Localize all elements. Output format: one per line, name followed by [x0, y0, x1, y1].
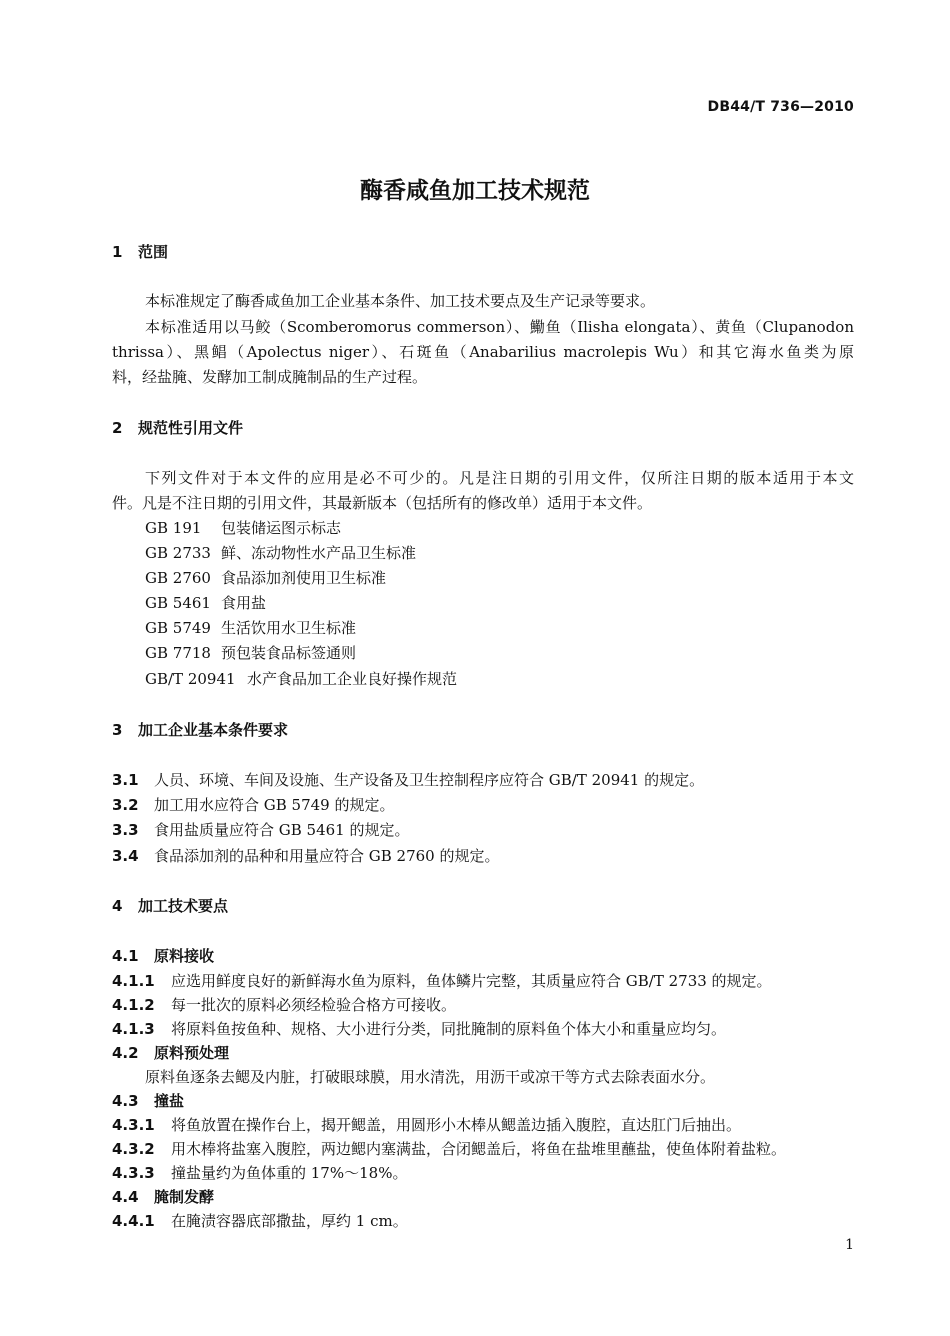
reference-item [145, 642, 356, 663]
normative-paragraph-line-1: 下列文件对于本文件的应用是必不可少的。凡是注日期的引用文件，仅所注日期的版本适用于本文 [145, 469, 854, 487]
section-number: 4 [112, 897, 123, 915]
clause-number: 3.4 [112, 847, 139, 865]
subsection-title: 原料预处理 [154, 1044, 230, 1062]
clause-text: 将原料鱼按鱼种、规格、大小进行分类，同批腌制的原料鱼个体大小和重量应均匀。 [171, 1020, 727, 1038]
clause-number: 3.3 [112, 821, 139, 839]
scope-paragraph-2-line-3: 料，经盐腌、发酵加工制成腌制品的生产过程。 [112, 368, 428, 386]
clause-4-3-1 [112, 1114, 741, 1135]
reference-code: GB 2733 [145, 544, 211, 562]
clause-number: 4.2 [112, 1044, 139, 1062]
clause-number: 4.1.3 [112, 1020, 155, 1038]
clause-number: 4.3 [112, 1092, 139, 1110]
clause-4-4-1 [112, 1210, 408, 1231]
section-number: 2 [112, 419, 123, 437]
scope-paragraph-2-line-1: 本标准适用以马鲛（Scomberomorus commerson）、鰳鱼（Ilisha elongata）、黄鱼（Clupanodon [145, 318, 854, 336]
subsection-4-3-heading [112, 1090, 184, 1111]
reference-item [145, 592, 266, 613]
reference-item [145, 567, 386, 588]
clause-text: 食用盐质量应符合 GB 5461 的规定。 [154, 821, 410, 839]
clause-text: 应选用鲜度良好的新鲜海水鱼为原料，鱼体鳞片完整，其质量应符合 GB/T 2733 的规定。 [171, 972, 772, 990]
reference-item [145, 542, 416, 563]
clause-4-1-3 [112, 1018, 726, 1039]
section-1-heading [112, 241, 168, 262]
clause-3-4 [112, 845, 500, 866]
subsection-title: 原料接收 [154, 947, 215, 965]
section-3-heading [112, 719, 288, 740]
subsection-title: 腌制发酵 [154, 1188, 215, 1206]
clause-3-1 [112, 769, 704, 790]
clause-number: 4.1.1 [112, 972, 155, 990]
clause-number: 4.3.3 [112, 1164, 155, 1182]
clause-4-1-2 [112, 994, 456, 1015]
subsection-4-4-heading [112, 1186, 214, 1207]
clause-4-1-1 [112, 970, 772, 991]
clause-text: 人员、环境、车间及设施、生产设备及卫生控制程序应符合 GB/T 20941 的规定。 [154, 771, 705, 789]
clause-number: 4.3.1 [112, 1116, 155, 1134]
standard-code: DB44/T 736—2010 [707, 99, 854, 115]
subsection-4-1-heading [112, 945, 214, 966]
reference-code: GB 5749 [145, 619, 211, 637]
clause-number: 4.1 [112, 947, 139, 965]
reference-title: 食用盐 [221, 594, 267, 612]
clause-number: 4.1.2 [112, 996, 155, 1014]
subsection-4-2-heading [112, 1042, 229, 1063]
clause-text: 撞盐量约为鱼体重的 17%～18%。 [171, 1164, 408, 1182]
section-4-heading [112, 895, 228, 916]
clause-text: 每一批次的原料必须经检验合格方可接收。 [171, 996, 457, 1014]
clause-text: 用木棒将盐塞入腹腔，两边鳃内塞满盐，合闭鳃盖后，将鱼在盐堆里蘸盐，使鱼体附着盐粒。 [171, 1140, 787, 1158]
clause-text: 在腌渍容器底部撒盐，厚约 1 cm。 [171, 1212, 408, 1230]
scope-paragraph-1: 本标准规定了酶香咸鱼加工企业基本条件、加工技术要点及生产记录等要求。 [145, 292, 656, 310]
section-number: 1 [112, 243, 123, 261]
reference-item [145, 517, 341, 538]
clause-4-3-3 [112, 1162, 407, 1183]
document-title: 酶香咸鱼加工技术规范 [360, 178, 590, 204]
clause-text: 食品添加剂的品种和用量应符合 GB 2760 的规定。 [154, 847, 500, 865]
reference-code: GB 5461 [145, 594, 211, 612]
clause-4-3-2 [112, 1138, 786, 1159]
reference-item [145, 617, 356, 638]
page-number: 1 [845, 1237, 854, 1253]
reference-title: 鲜、冻动物性水产品卫生标准 [221, 544, 417, 562]
reference-title: 包装储运图示标志 [221, 519, 342, 537]
reference-code: GB/T 20941 [145, 670, 236, 688]
pretreatment-paragraph: 原料鱼逐条去鳃及内脏，打破眼球膜，用水清洗，用沥干或凉干等方式去除表面水分。 [145, 1068, 716, 1086]
reference-code: GB 7718 [145, 644, 211, 662]
section-2-heading [112, 417, 243, 438]
normative-paragraph-line-2: 件。凡是不注日期的引用文件，其最新版本（包括所有的修改单）适用于本文件。 [112, 494, 653, 512]
section-title: 加工技术要点 [138, 897, 229, 915]
clause-number: 4.4 [112, 1188, 139, 1206]
section-title: 范围 [138, 243, 169, 261]
section-title: 加工企业基本条件要求 [138, 721, 289, 739]
section-number: 3 [112, 721, 123, 739]
reference-code: GB 2760 [145, 569, 211, 587]
reference-item [145, 668, 457, 689]
reference-title: 食品添加剂使用卫生标准 [221, 569, 387, 587]
reference-title: 生活饮用水卫生标准 [221, 619, 357, 637]
section-title: 规范性引用文件 [138, 419, 244, 437]
clause-3-3 [112, 819, 410, 840]
clause-number: 3.1 [112, 771, 139, 789]
clause-text: 将鱼放置在操作台上，揭开鳃盖，用圆形小木棒从鳃盖边插入腹腔，直达肛门后抽出。 [171, 1116, 742, 1134]
reference-title: 预包装食品标签通则 [221, 644, 357, 662]
clause-3-2 [112, 794, 395, 815]
clause-number: 4.3.2 [112, 1140, 155, 1158]
clause-number: 3.2 [112, 796, 139, 814]
clause-number: 4.4.1 [112, 1212, 155, 1230]
reference-code: GB 191 [145, 519, 202, 537]
scope-paragraph-2-line-2: thrissa）、黑鲳（Apolectus niger）、石斑鱼（Anabarilius macrolepis Wu）和其它海水鱼类为原 [112, 343, 854, 361]
clause-text: 加工用水应符合 GB 5749 的规定。 [154, 796, 395, 814]
reference-title: 水产食品加工企业良好操作规范 [247, 670, 458, 688]
subsection-title: 撞盐 [154, 1092, 185, 1110]
